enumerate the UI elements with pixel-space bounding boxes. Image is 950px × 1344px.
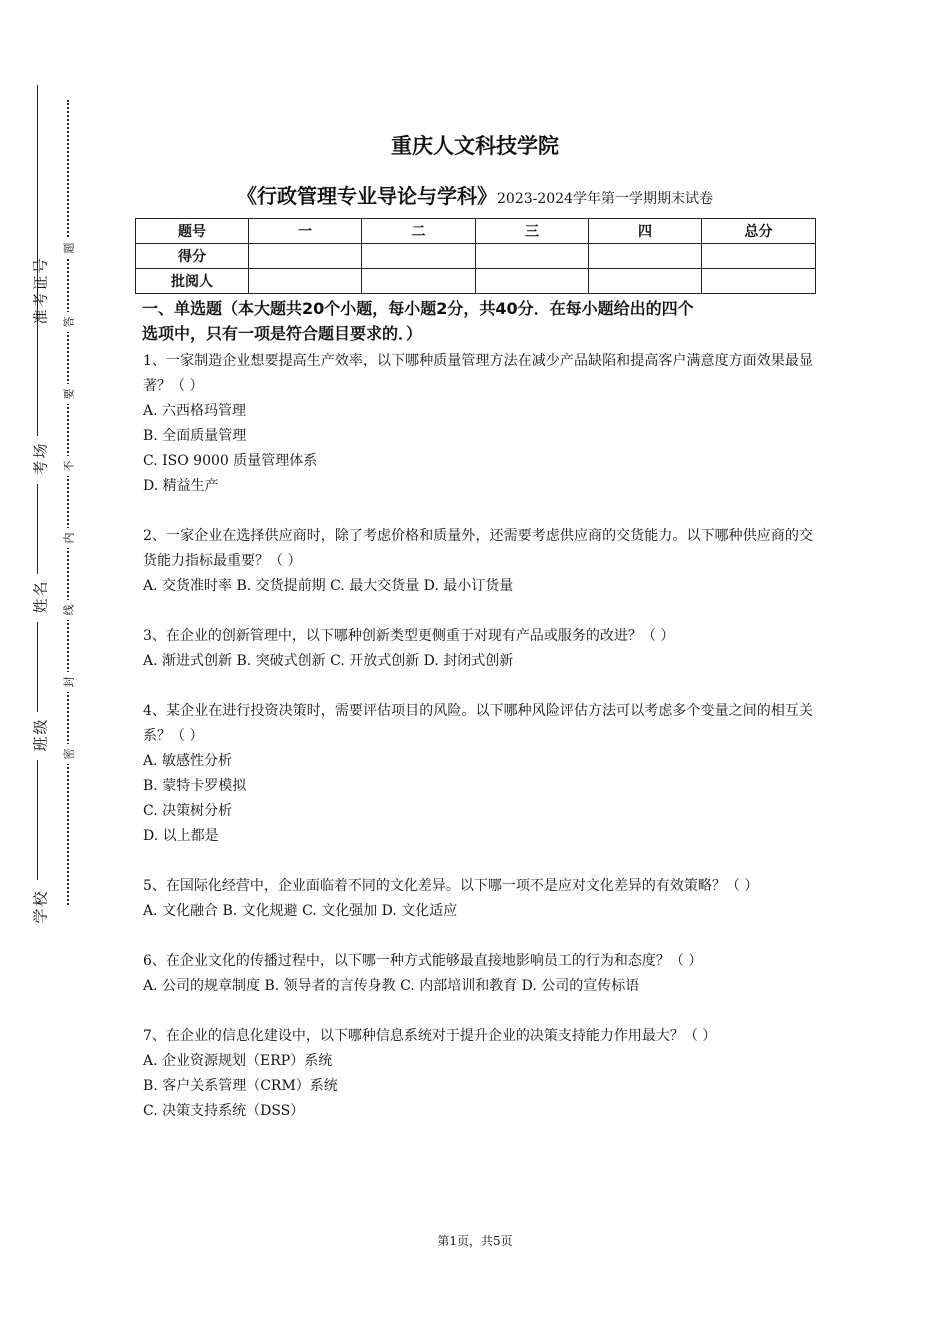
score-row-label: 得分 (136, 244, 249, 269)
seal-char: 封 (58, 672, 78, 692)
answer-option: B. 全面质量管理 (143, 428, 247, 444)
section-heading-line: 选项中，只有一项是符合题目要求的．） (142, 324, 423, 343)
margin-solid-line (37, 622, 38, 712)
seal-char: 线 (58, 600, 78, 620)
exam-content (143, 296, 813, 1149)
seal-char: 不 (58, 456, 78, 476)
question (143, 874, 813, 924)
class-field-label: 班级 (31, 716, 50, 752)
answer-option: C. 决策树分析 (143, 803, 233, 819)
score-table-header-cell: 三 (476, 219, 589, 244)
name-field-label: 姓名 (31, 578, 50, 614)
question (143, 699, 813, 849)
exam-term: 2023-2024学年第一学期期末试卷 (497, 191, 713, 207)
answer-option: C. 决策支持系统（DSS） (143, 1103, 305, 1119)
grader-cell (362, 269, 476, 294)
exam-room-field-label: 考场 (31, 440, 50, 476)
answer-option: B. 客户关系管理（CRM）系统 (143, 1078, 338, 1094)
answer-option: B. 蒙特卡罗模拟 (143, 778, 247, 794)
seal-char: 答 (58, 312, 78, 332)
seal-char: 内 (58, 528, 78, 548)
question-stem: 5、在国际化经营中，企业面临着不同的文化差异。以下哪一项不是应对文化差异的有效策略？（ ） (143, 878, 759, 894)
section-heading (142, 296, 813, 346)
question-stem: 2、一家企业在选择供应商时，除了考虑价格和质量外，还需要考虑供应商的交货能力。以下哪种供应商的交货能力指标最重要？（ ） (143, 528, 813, 569)
answer-options-line: A. 渐进式创新 B. 突破式创新 C. 开放式创新 D. 封闭式创新 (143, 653, 514, 669)
question-stem: 3、在企业的创新管理中，以下哪种创新类型更侧重于对现有产品或服务的改进？（ ） (143, 628, 675, 644)
score-table (135, 218, 816, 294)
answer-options-line: A. 公司的规章制度 B. 领导者的言传身教 C. 内部培训和教育 D. 公司的宣传标语 (143, 978, 640, 994)
score-table-header-cell: 题号 (136, 219, 249, 244)
seal-char: 题 (58, 238, 78, 258)
grader-cell (476, 269, 589, 294)
answer-option: C. ISO 9000 质量管理体系 (143, 453, 318, 469)
score-cell (249, 244, 362, 269)
margin-solid-line (37, 484, 38, 574)
course-title: 《行政管理专业导论与学科》 (237, 184, 497, 208)
grader-cell (589, 269, 702, 294)
question (143, 949, 813, 999)
school-field-label: 学校 (31, 888, 50, 924)
margin-solid-line (37, 760, 38, 880)
question-stem: 7、在企业的信息化建设中，以下哪种信息系统对于提升企业的决策支持能力作用最大？（ ） (143, 1028, 717, 1044)
score-table-header-cell: 四 (589, 219, 702, 244)
score-cell (589, 244, 702, 269)
question (143, 524, 813, 599)
question (143, 1024, 813, 1124)
score-row (136, 244, 816, 269)
grader-cell (249, 269, 362, 294)
seal-char: 要 (58, 384, 78, 404)
score-cell (702, 244, 816, 269)
score-cell (476, 244, 589, 269)
answer-option: A. 敏感性分析 (143, 753, 233, 769)
grader-cell (702, 269, 816, 294)
score-cell (362, 244, 476, 269)
question (143, 624, 813, 674)
exam-id-field-label: 准考证号 (31, 255, 50, 325)
question-stem: 4、某企业在进行投资决策时，需要评估项目的风险。以下哪种风险评估方法可以考虑多个变量之间的相互关系？（ ） (143, 703, 813, 744)
answer-option: A. 企业资源规划（ERP）系统 (143, 1053, 333, 1069)
answer-option: D. 精益生产 (143, 478, 219, 494)
score-table-header-cell: 总分 (702, 219, 816, 244)
section-heading-line: 一、单选题（本大题共20个小题，每小题2分，共40分．在每小题给出的四个 (142, 299, 694, 318)
seal-dotted-line (67, 100, 69, 905)
grader-row (136, 269, 816, 294)
exam-title (0, 180, 950, 209)
seal-char: 密 (58, 744, 78, 764)
question (143, 349, 813, 499)
page-footer: 第1页，共5页 (437, 1234, 513, 1248)
question-stem: 6、在企业文化的传播过程中，以下哪一种方式能够最直接地影响员工的行为和态度？（ ） (143, 953, 703, 969)
answer-option: D. 以上都是 (143, 828, 219, 844)
answer-options-line: A. 交货准时率 B. 交货提前期 C. 最大交货量 D. 最小订货量 (143, 578, 514, 594)
grader-row-label: 批阅人 (136, 269, 249, 294)
score-table-header-cell: 一 (249, 219, 362, 244)
school-name: 重庆人文科技学院 (391, 134, 559, 158)
question-stem: 1、一家制造企业想要提高生产效率，以下哪种质量管理方法在减少产品缺陷和提高客户满意度方面效果最显著？（ ） (143, 353, 813, 394)
margin-solid-line (37, 336, 38, 436)
score-table-header-cell: 二 (362, 219, 476, 244)
answer-option: A. 六西格玛管理 (143, 403, 247, 419)
answer-options-line: A. 文化融合 B. 文化规避 C. 文化强加 D. 文化适应 (143, 903, 458, 919)
score-table-header-row (136, 219, 816, 244)
